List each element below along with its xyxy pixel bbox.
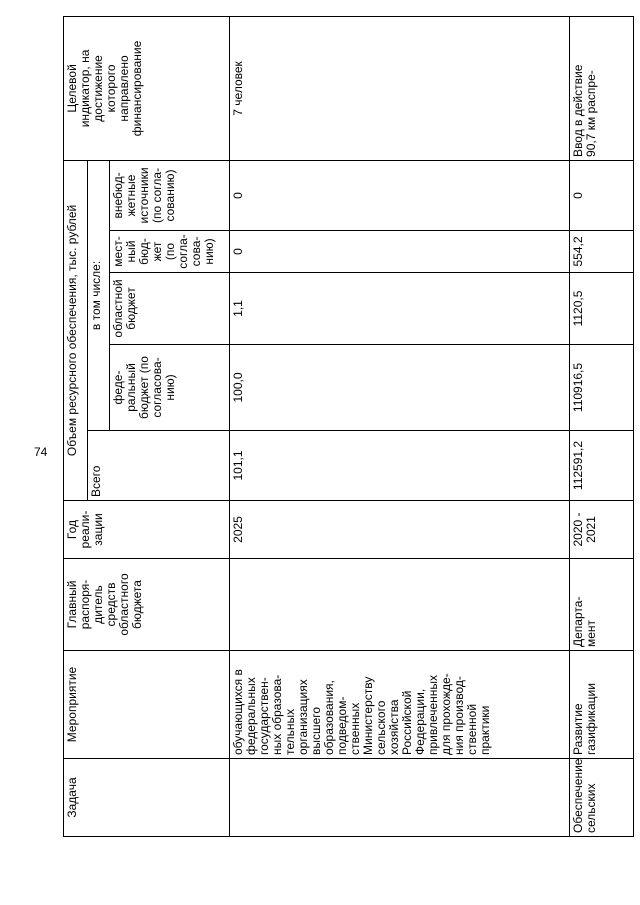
header-measure: Мероприятие [64, 651, 230, 759]
row-indicator: Ввод в действие 90,7 км распре- [570, 16, 634, 160]
header-resources: Объем ресурсного обеспечения, тыс. рублей [64, 160, 88, 500]
row-measure: Развитие газификации [570, 651, 634, 759]
page-number: 74 [34, 445, 48, 459]
row-extrabudget: 0 [230, 160, 570, 230]
header-extrabudget: внебюд- жетные источники (по согла- сованию) [110, 160, 230, 230]
header-including: в том числе: [88, 160, 110, 430]
header-total: Всего [88, 431, 230, 501]
row-year: 2025 [230, 501, 570, 559]
row-task: Обеспечение сельских [570, 759, 634, 837]
row-extrabudget: 0 [570, 160, 634, 230]
table-row [230, 16, 570, 836]
row-manager [230, 559, 570, 651]
header-manager: Главный распоря- дитель средств областного бюджета [64, 559, 230, 651]
header-federal: феде- ральный бюджет (по согласова- нию) [110, 345, 230, 431]
header-indicator: Целевой индикатор, на достижение которого направлено финансирование [64, 16, 230, 160]
row-regional: 1,1 [230, 273, 570, 345]
row-federal: 100,0 [230, 345, 570, 431]
table-row [570, 16, 634, 836]
row-total: 101,1 [230, 431, 570, 501]
resource-table [63, 16, 634, 837]
row-indicator: 7 человек [230, 16, 570, 160]
rotated-table-wrapper [63, 17, 633, 837]
row-federal: 110916,5 [570, 345, 634, 431]
row-year: 2020 - 2021 [570, 501, 634, 559]
header-task: Задача [64, 759, 230, 837]
row-task [230, 759, 570, 837]
header-regional: областной бюджет [110, 273, 230, 345]
row-local: 0 [230, 231, 570, 273]
row-total: 112591,2 [570, 431, 634, 501]
row-regional: 1120,5 [570, 273, 634, 345]
header-year: Год реали- зации [64, 501, 230, 559]
row-local: 554,2 [570, 231, 634, 273]
row-manager: Департа- мент [570, 559, 634, 651]
header-local: мест- ный бюд- жет (по согла- сова- нию) [110, 231, 230, 273]
row-measure: обучающихся в федеральных государствен- ных образова- тельных организациях высшего образования, подведом- ственных Министерству сельского хозяйства Российской Федерации, привлеченных для прохожде- ния производ- ственной практики [230, 651, 570, 759]
